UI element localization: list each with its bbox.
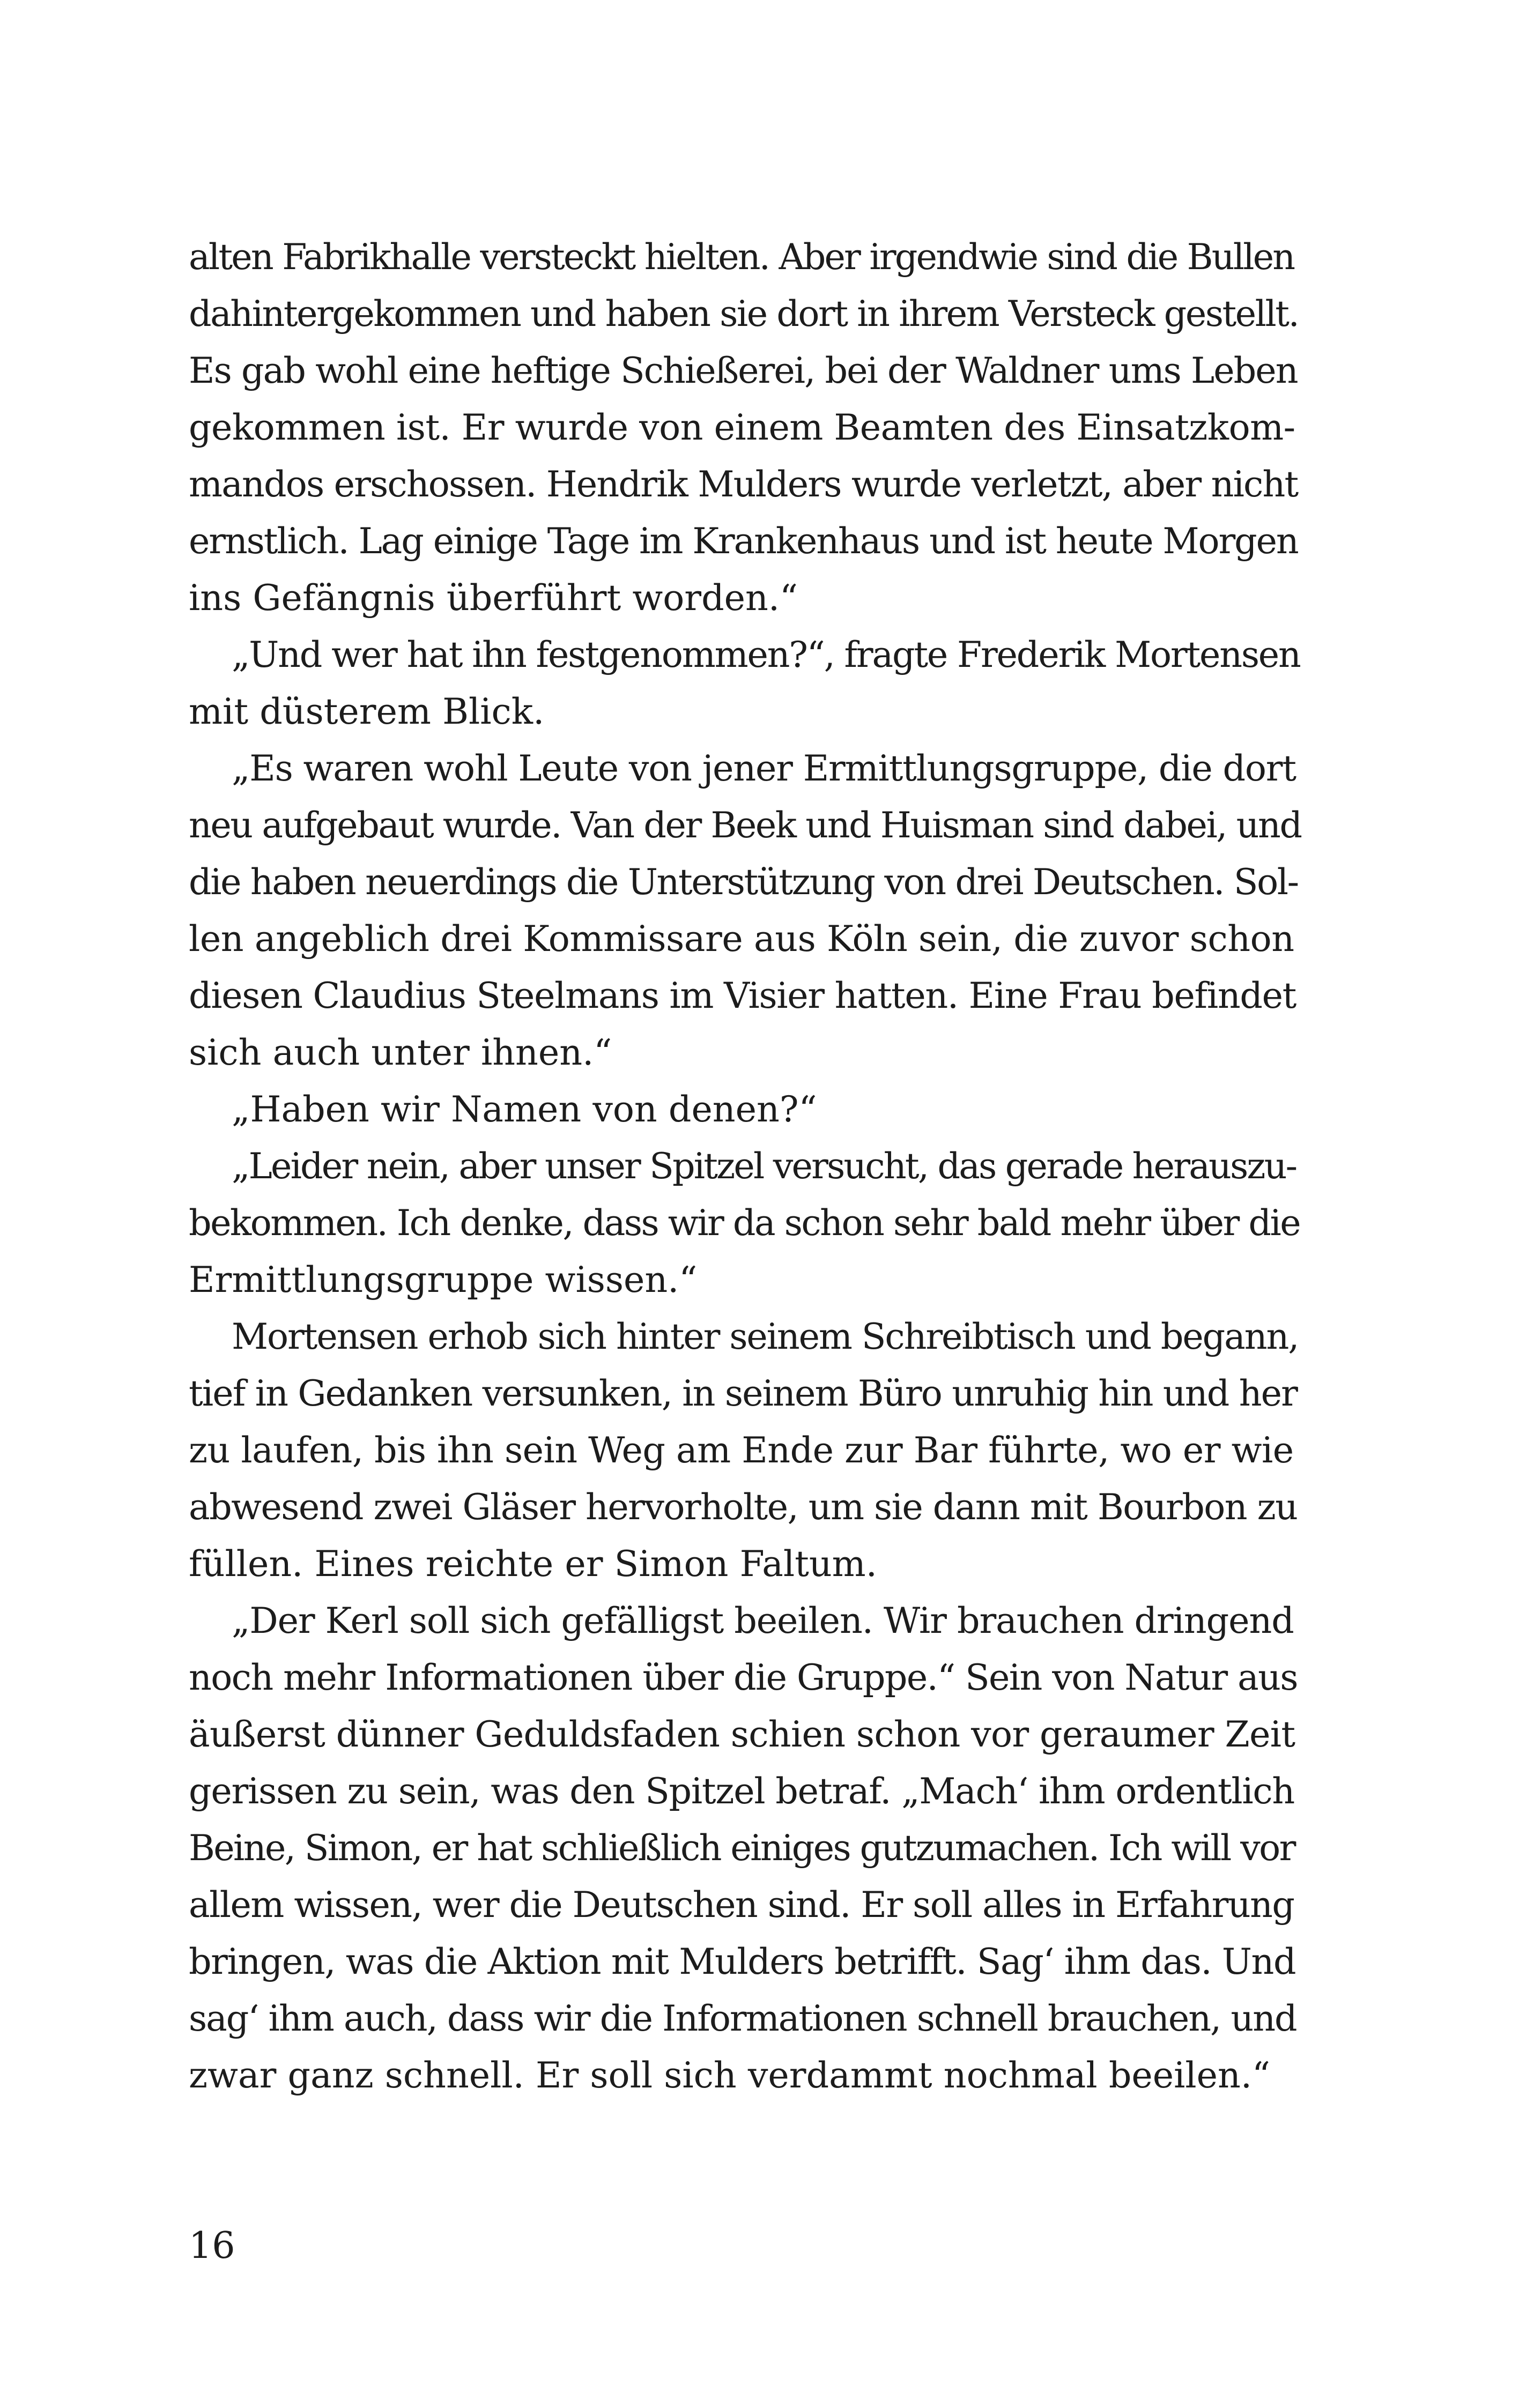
text-line: ernstlich. Lag einige Tage im Krankenhaus und ist heute Morgen bbox=[189, 520, 1298, 562]
body-text bbox=[189, 228, 1301, 2104]
text-line: bekommen. Ich denke, dass wir da schon sehr bald mehr über die bbox=[189, 1202, 1300, 1244]
text-line: Mortensen erhob sich hinter seinem Schreibtisch und begann, bbox=[232, 1316, 1299, 1357]
text-line: neu aufgebaut wurde. Van der Beek und Huisman sind dabei, und bbox=[189, 804, 1301, 846]
text-line: „Leider nein, aber unser Spitzel versucht, das gerade herauszu- bbox=[232, 1145, 1296, 1187]
text-line: gekommen ist. Er wurde von einem Beamten des Einsatzkom- bbox=[189, 406, 1295, 448]
text-line: zwar ganz schnell. Er soll sich verdammt nochmal beeilen.“ bbox=[189, 2054, 1270, 2096]
paragraph bbox=[189, 1592, 1298, 2104]
text-line: abwesend zwei Gläser hervorholte, um sie dann mit Bourbon zu bbox=[189, 1486, 1298, 1528]
text-line: sich auch unter ihnen.“ bbox=[189, 1031, 612, 1073]
text-line: alten Fabrikhalle versteckt hielten. Aber irgendwie sind die Bullen bbox=[189, 236, 1294, 278]
text-line: „Haben wir Namen von denen?“ bbox=[232, 1088, 817, 1130]
paragraph bbox=[189, 1138, 1300, 1308]
text-line: gerissen zu sein, was den Spitzel betraf. „Mach‘ ihm ordentlich bbox=[189, 1770, 1295, 1812]
text-line: sag‘ ihm auch, dass wir die Informationen schnell brauchen, und bbox=[189, 1997, 1296, 2039]
text-line: tief in Gedanken versunken, in seinem Büro unruhig hin und her bbox=[189, 1372, 1298, 1414]
text-line: „Es waren wohl Leute von jener Ermittlungsgruppe, die dort bbox=[232, 747, 1296, 789]
text-line: Beine, Simon, er hat schließlich einiges gutzumachen. Ich will vor bbox=[189, 1827, 1295, 1869]
paragraph bbox=[189, 1081, 1293, 1138]
text-line: füllen. Eines reichte er Simon Faltum. bbox=[189, 1543, 877, 1585]
text-line: noch mehr Informationen über die Gruppe.“ Sein von Natur aus bbox=[189, 1656, 1298, 1698]
paragraph bbox=[189, 228, 1299, 626]
text-line: ins Gefängnis überführt worden.“ bbox=[189, 577, 798, 619]
page-number: 16 bbox=[189, 2225, 235, 2267]
text-line: mandos erschossen. Hendrik Mulders wurde verletzt, aber nicht bbox=[189, 463, 1298, 505]
text-line: „Und wer hat ihn festgenommen?“, fragte Frederik Mortensen bbox=[232, 634, 1300, 675]
text-line: äußerst dünner Geduldsfaden schien schon vor geraumer Zeit bbox=[189, 1713, 1295, 1755]
text-line: mit düsterem Blick. bbox=[189, 690, 545, 732]
text-line: Ermittlungsgruppe wissen.“ bbox=[189, 1259, 698, 1300]
text-line: die haben neuerdings die Unterstützung von drei Deutschen. Sol- bbox=[189, 861, 1298, 903]
text-line: Es gab wohl eine heftige Schießerei, bei der Waldner ums Leben bbox=[189, 350, 1298, 391]
text-line: len angeblich drei Kommissare aus Köln sein, die zuvor schon bbox=[189, 918, 1294, 960]
paragraph bbox=[189, 1308, 1299, 1592]
paragraph bbox=[189, 626, 1300, 740]
text-line: diesen Claudius Steelmans im Visier hatten. Eine Frau befindet bbox=[189, 975, 1296, 1016]
paragraph bbox=[189, 740, 1301, 1081]
text-line: dahintergekommen und haben sie dort in ihrem Versteck gestellt. bbox=[189, 293, 1299, 335]
text-line: allem wissen, wer die Deutschen sind. Er soll alles in Erfahrung bbox=[189, 1884, 1294, 1926]
text-line: bringen, was die Aktion mit Mulders betrifft. Sag‘ ihm das. Und bbox=[189, 1941, 1296, 1982]
text-line: „Der Kerl soll sich gefälligst beeilen. Wir brauchen dringend bbox=[232, 1600, 1294, 1641]
text-line: zu laufen, bis ihn sein Weg am Ende zur Bar führte, wo er wie bbox=[189, 1429, 1294, 1471]
